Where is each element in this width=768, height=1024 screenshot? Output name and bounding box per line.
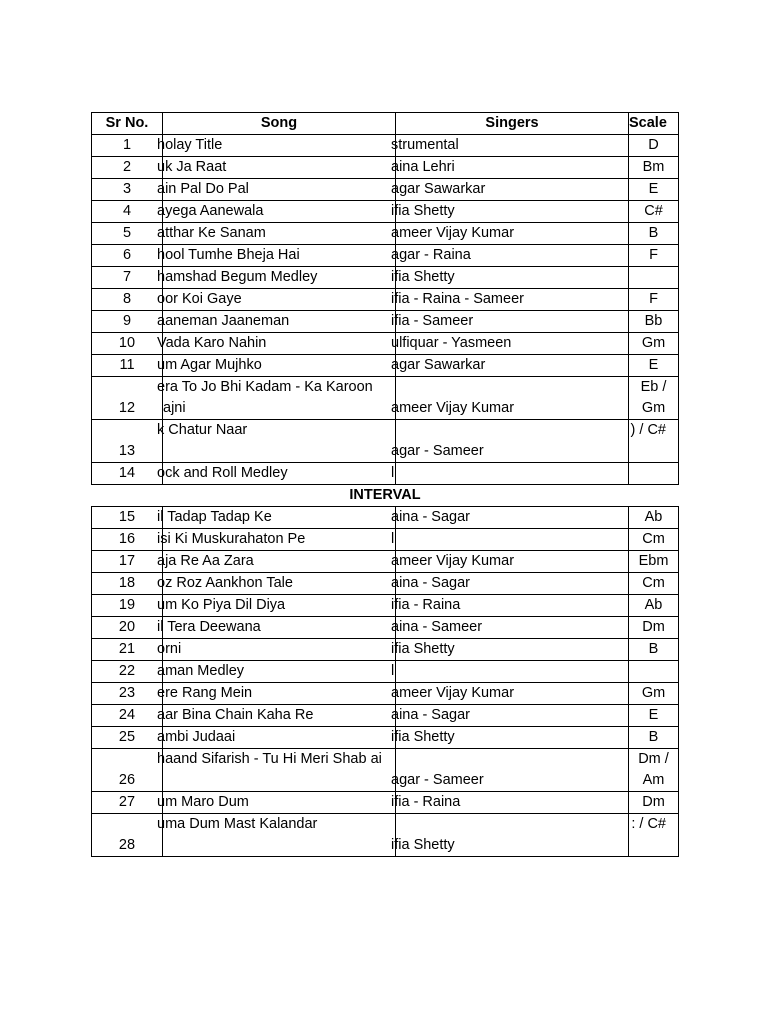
scale-cell: Dm — [629, 792, 679, 814]
singers-cell: aina Lehri — [396, 157, 629, 179]
sr-cell: 24 — [92, 705, 163, 727]
scale-cell — [629, 267, 679, 289]
scale-cell: Bb — [629, 311, 679, 333]
table-row — [92, 420, 679, 463]
singers-cell: aina - Sagar — [396, 573, 629, 595]
table-row — [92, 201, 679, 223]
table-row — [92, 683, 679, 705]
sr-cell: 25 — [92, 727, 163, 749]
scale-cell: Dm — [629, 617, 679, 639]
scale-cell — [629, 463, 679, 485]
song-cell: uk Ja Raat — [163, 157, 396, 179]
table-row — [92, 223, 679, 245]
table-row — [92, 661, 679, 683]
table-row — [92, 792, 679, 814]
interval-label: INTERVAL — [349, 487, 421, 503]
table-row — [92, 507, 679, 529]
singers-cell: l — [396, 463, 629, 485]
song-cell: um Agar Mujhko — [163, 355, 396, 377]
scale-cell: E — [629, 355, 679, 377]
song-cell: Vada Karo Nahin — [163, 333, 396, 355]
header-song: Song — [163, 113, 396, 135]
song-cell: era To Jo Bhi Kadam - Ka Karoon ajni — [163, 377, 396, 420]
table-row — [92, 311, 679, 333]
song-cell: oz Roz Aankhon Tale — [163, 573, 396, 595]
sr-cell: 10 — [92, 333, 163, 355]
singers-cell: agar - Sameer — [396, 749, 629, 792]
table-row — [92, 355, 679, 377]
sr-cell: 16 — [92, 529, 163, 551]
song-cell: holay Title — [163, 135, 396, 157]
singers-cell: ameer Vijay Kumar — [396, 377, 629, 420]
sr-cell: 18 — [92, 573, 163, 595]
scale-cell: E — [629, 705, 679, 727]
singers-cell: l — [396, 661, 629, 683]
sr-cell: 28 — [92, 814, 163, 857]
scale-cell: Ab — [629, 595, 679, 617]
table-row — [92, 135, 679, 157]
scale-cell: Ab — [629, 507, 679, 529]
table-row — [92, 529, 679, 551]
song-cell: ock and Roll Medley — [163, 463, 396, 485]
song-cell: k Chatur Naar — [163, 420, 396, 463]
table-row — [92, 814, 679, 857]
singers-cell: strumental — [396, 135, 629, 157]
sr-cell: 9 — [92, 311, 163, 333]
scale-cell: Dm / Am — [629, 749, 679, 792]
scale-cell: C# — [629, 201, 679, 223]
sr-cell: 13 — [92, 420, 163, 463]
singers-cell: ifia Shetty — [396, 727, 629, 749]
sr-cell: 4 — [92, 201, 163, 223]
sr-cell: 26 — [92, 749, 163, 792]
song-cell: isi Ki Muskurahaton Pe — [163, 529, 396, 551]
sr-cell: 15 — [92, 507, 163, 529]
singers-cell: ameer Vijay Kumar — [396, 683, 629, 705]
header-row — [92, 113, 679, 135]
singers-cell: agar Sawarkar — [396, 179, 629, 201]
table-body-part1 — [92, 135, 679, 485]
table-row — [92, 573, 679, 595]
song-cell: il Tadap Tadap Ke — [163, 507, 396, 529]
song-cell: ere Rang Mein — [163, 683, 396, 705]
table-row — [92, 705, 679, 727]
song-cell: hool Tumhe Bheja Hai — [163, 245, 396, 267]
singers-cell: agar - Raina — [396, 245, 629, 267]
song-cell: atthar Ke Sanam — [163, 223, 396, 245]
singers-cell: ifia - Raina — [396, 595, 629, 617]
scale-cell: Gm — [629, 333, 679, 355]
singers-cell: ifia Shetty — [396, 639, 629, 661]
song-cell: aman Medley — [163, 661, 396, 683]
sr-cell: 20 — [92, 617, 163, 639]
header-scale: Scale — [629, 113, 679, 135]
song-cell: um Ko Piya Dil Diya — [163, 595, 396, 617]
singers-cell: ifia Shetty — [396, 814, 629, 857]
scale-cell: Ebm — [629, 551, 679, 573]
table-row — [92, 179, 679, 201]
singers-cell: ifia Shetty — [396, 267, 629, 289]
scale-cell: : / C# — [629, 814, 679, 857]
sr-cell: 6 — [92, 245, 163, 267]
song-cell: ayega Aanewala — [163, 201, 396, 223]
scale-cell: Eb / Gm — [629, 377, 679, 420]
table-row — [92, 595, 679, 617]
singers-cell: ameer Vijay Kumar — [396, 551, 629, 573]
sr-cell: 22 — [92, 661, 163, 683]
sr-cell: 2 — [92, 157, 163, 179]
singers-cell: aina - Sameer — [396, 617, 629, 639]
song-cell: ain Pal Do Pal — [163, 179, 396, 201]
song-table — [91, 112, 679, 857]
table-row — [92, 617, 679, 639]
song-cell: aja Re Aa Zara — [163, 551, 396, 573]
sr-cell: 14 — [92, 463, 163, 485]
interval-section — [92, 485, 679, 507]
singers-cell: ifia - Sameer — [396, 311, 629, 333]
scale-cell: B — [629, 223, 679, 245]
scale-cell: F — [629, 289, 679, 311]
song-cell: aar Bina Chain Kaha Re — [163, 705, 396, 727]
sr-cell: 8 — [92, 289, 163, 311]
sr-cell: 3 — [92, 179, 163, 201]
sr-cell: 1 — [92, 135, 163, 157]
table-row — [92, 639, 679, 661]
scale-cell: Bm — [629, 157, 679, 179]
song-cell: oor Koi Gaye — [163, 289, 396, 311]
header-singers: Singers — [396, 113, 629, 135]
sr-cell: 12 — [92, 377, 163, 420]
sr-cell: 11 — [92, 355, 163, 377]
song-cell: um Maro Dum — [163, 792, 396, 814]
sr-cell: 5 — [92, 223, 163, 245]
sr-cell: 27 — [92, 792, 163, 814]
singers-cell: aina - Sagar — [396, 705, 629, 727]
scale-cell: Cm — [629, 573, 679, 595]
scale-cell: Cm — [629, 529, 679, 551]
sr-cell: 23 — [92, 683, 163, 705]
scale-cell: F — [629, 245, 679, 267]
table-row — [92, 289, 679, 311]
singers-cell: aina - Sagar — [396, 507, 629, 529]
singers-cell: ifia Shetty — [396, 201, 629, 223]
table-row — [92, 377, 679, 420]
table-body-part2 — [92, 507, 679, 857]
table-row — [92, 267, 679, 289]
scale-cell: B — [629, 639, 679, 661]
table-row — [92, 333, 679, 355]
song-cell: haand Sifarish - Tu Hi Meri Shab ai — [163, 749, 396, 792]
singers-cell: ulfiquar - Yasmeen — [396, 333, 629, 355]
table-row — [92, 749, 679, 792]
table-row — [92, 551, 679, 573]
scale-cell: B — [629, 727, 679, 749]
sr-cell: 21 — [92, 639, 163, 661]
table-row — [92, 245, 679, 267]
interval-row — [92, 485, 679, 507]
scale-cell: Gm — [629, 683, 679, 705]
singers-cell: agar - Sameer — [396, 420, 629, 463]
sr-cell: 19 — [92, 595, 163, 617]
scale-cell: E — [629, 179, 679, 201]
scale-cell: ) / C# — [629, 420, 679, 463]
song-cell: ambi Judaai — [163, 727, 396, 749]
singers-cell: ameer Vijay Kumar — [396, 223, 629, 245]
song-cell: aaneman Jaaneman — [163, 311, 396, 333]
table-row — [92, 157, 679, 179]
song-cell: uma Dum Mast Kalandar — [163, 814, 396, 857]
singers-cell: l — [396, 529, 629, 551]
sr-cell: 7 — [92, 267, 163, 289]
table-row — [92, 463, 679, 485]
song-cell: hamshad Begum Medley — [163, 267, 396, 289]
singers-cell: agar Sawarkar — [396, 355, 629, 377]
scale-cell: D — [629, 135, 679, 157]
table-row — [92, 727, 679, 749]
header-sr-no: Sr No. — [92, 113, 163, 135]
singers-cell: ifia - Raina — [396, 792, 629, 814]
scale-cell — [629, 661, 679, 683]
song-cell: il Tera Deewana — [163, 617, 396, 639]
song-list-sheet — [91, 112, 678, 857]
sr-cell: 17 — [92, 551, 163, 573]
singers-cell: ifia - Raina - Sameer — [396, 289, 629, 311]
song-cell: orni — [163, 639, 396, 661]
